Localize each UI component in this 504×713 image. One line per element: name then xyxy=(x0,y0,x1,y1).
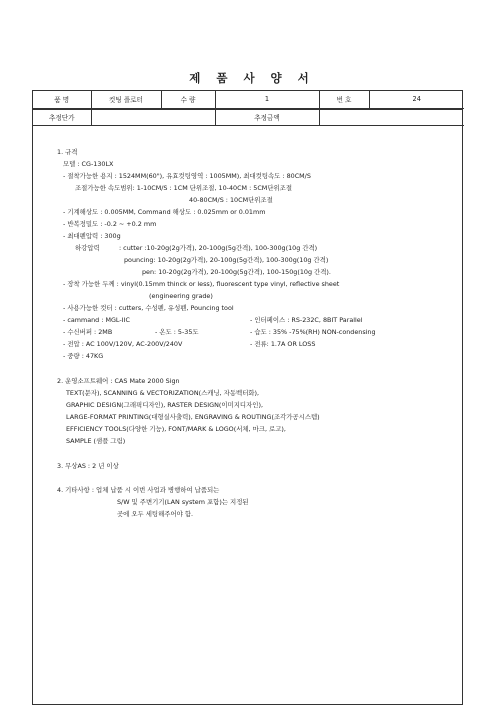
quantity-label: 수 량 xyxy=(161,91,215,108)
spec-pressure-pen: pen: 10-20g(2g가격), 20-100g(5g간격), 100-150g(10g 간격). xyxy=(142,268,331,276)
section-2-heading: 2. 운영소프트웨어 : CAS Mate 2000 Sign xyxy=(57,377,180,385)
spec-model: 모델 : CG-130LX xyxy=(63,160,114,168)
spec-max-pressure: - 최대펜압력 : 300g xyxy=(63,232,121,240)
spec-current: - 전류: 1.7A OR LOSS xyxy=(250,340,316,348)
quantity-value: 1 xyxy=(215,91,319,108)
product-name-label: 품 명 xyxy=(33,91,91,108)
software-line-5: SAMPLE (샘플 그림) xyxy=(66,437,126,445)
spec-speed-range: 조절가능한 속도범위: 1-10CM/S : 1CM 단위조절, 10-40CM : 5CM단위조절 xyxy=(75,184,293,192)
software-line-2: GRAPHIC DESIGN(그래픽디자인), RASTER DESIGN(이미지디자인), xyxy=(66,401,263,409)
spec-sheet-frame xyxy=(32,90,463,705)
spec-thickness-cont: (engineering grade) xyxy=(149,292,213,300)
software-line-4: EFFICIENCY TOOLS(다양한 기능), FONT/MARK & LOGO(서체, 마크, 로고), xyxy=(66,425,286,433)
software-line-3: LARGE-FORMAT PRINTING(대형실사출력), ENGRAVING & ROUTING(조각가공시스템) xyxy=(66,413,320,421)
spec-thickness: - 장착 가능한 두께 : vinyl(0.15mm thinck or less), fluorescent type vinyl, reflective sheet xyxy=(63,280,340,288)
spec-speed-range-cont: 40-80CM/S : 10CM단위조절 xyxy=(189,196,273,204)
spec-weight: - 중량 : 47KG xyxy=(63,352,104,360)
spec-humidity: - 습도 : 35% -75%(RH) NON-condensing xyxy=(250,328,376,336)
spec-cutters: - 사용가능한 컷터 : cutters, 수성펜, 유성펜, Pouncing tool xyxy=(63,304,234,312)
spec-temperature: - 온도 : 5-35도 xyxy=(155,328,199,336)
number-label: 번 호 xyxy=(319,91,369,108)
notes-line-2: S/W 및 주변기기(LAN system 포함)는 지정된 xyxy=(117,498,249,506)
product-name-value: 컷팅 플로터 xyxy=(91,91,161,108)
number-value: 24 xyxy=(369,91,464,108)
spec-body xyxy=(33,91,464,706)
spec-media-width: - 절착가능한 용지 : 1524MM(60"), 유효컷팅영역 : 1005MM), 최대컷팅속도 : 80CM/S xyxy=(63,172,311,180)
notes-line-3: 곳에 오두 세팅해주어야 함. xyxy=(117,510,194,518)
section-3-heading: 3. 무상AS : 2 년 이상 xyxy=(57,462,119,470)
spec-command: - cammand : MGL-IIC xyxy=(63,316,130,324)
section-4-heading: 4. 기타사항 : 업체 납품 시 이번 사업과 병행하여 납품되는 xyxy=(57,486,220,494)
section-1-heading: 1. 규격 xyxy=(57,148,78,156)
document-title: 제 품 사 양 서 xyxy=(189,71,315,85)
unit-price-label: 추정단가 xyxy=(33,108,91,125)
spec-voltage: - 전압 : AC 100V/120V, AC-200V/240V xyxy=(63,340,183,348)
amount-label: 추정금액 xyxy=(215,108,319,125)
spec-buffer: - 수신버퍼 : 2MB xyxy=(63,328,113,336)
spec-resolution: - 기계해상도 : 0.005MM, Command 해상도 : 0.025mm or 0.01mm xyxy=(63,208,266,216)
spec-pressure-cutter: : cutter :10-20g(2g가격), 20-100g(5g간격), 100-300g(10g 간격) xyxy=(119,244,318,252)
software-line-1: TEXT(문자), SCANNING & VECTORIZATION(스캐닝, 자동벡터화), xyxy=(66,389,260,397)
spec-pressure-pouncing: pouncing: 10-20g(2g가격), 20-100g(5g간격), 100-300g(10g 간격) xyxy=(124,256,329,264)
spec-interface: - 인터페이스 : RS-232C, 8BIT Parallel xyxy=(250,316,363,324)
spec-down-pressure-label: 하강압력 xyxy=(75,244,100,252)
spec-repeatability: - 반복정밀도 : -0.2 ~ +0.2 mm xyxy=(63,220,157,228)
